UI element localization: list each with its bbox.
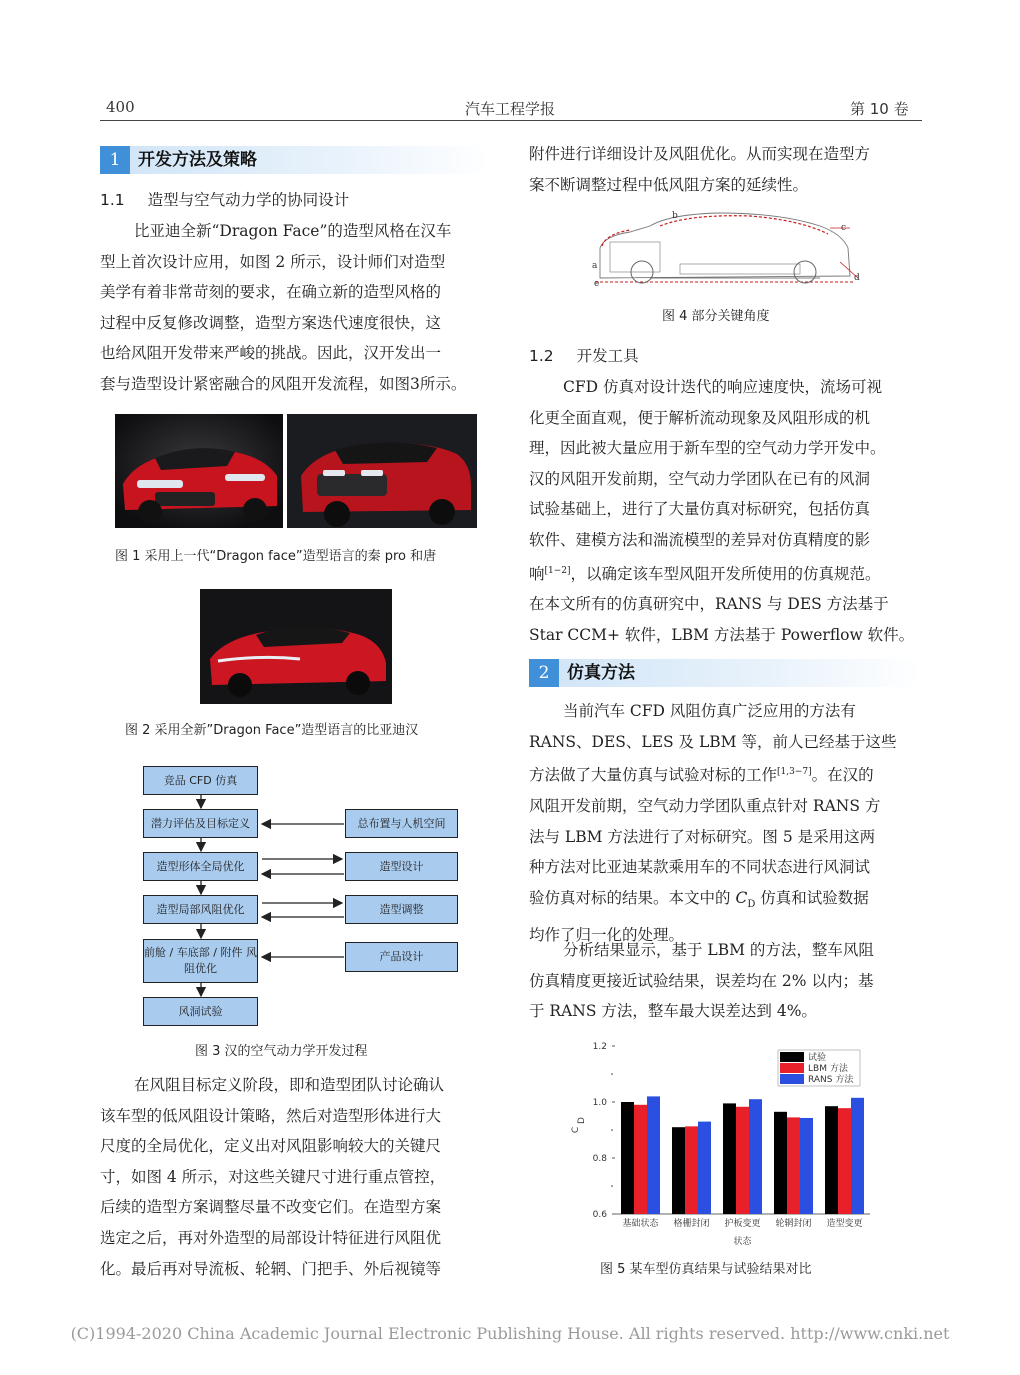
bar-RANS 方法 xyxy=(698,1122,711,1214)
paragraph-5 xyxy=(529,696,921,951)
y-axis-label: C xyxy=(571,1126,581,1134)
flow-box-product-design: 产品设计 xyxy=(345,942,458,972)
text-fragment: 方法做了大量仿真与试验对标的工作 xyxy=(529,766,778,785)
bar-试验 xyxy=(621,1102,634,1214)
subsection-title: 造型与空气动力学的协同设计 xyxy=(147,191,350,209)
section-2-heading xyxy=(529,659,921,687)
text-line: 过程中反复修改调整，造型方案迭代速度很快，这 xyxy=(100,313,442,332)
text-line: 均作了归一化的处理。 xyxy=(529,926,685,945)
section-title: 开发方法及策略 xyxy=(138,150,257,170)
subsection-number: 1.1 xyxy=(100,191,125,209)
bar-试验 xyxy=(672,1127,685,1214)
paragraph-1 xyxy=(100,216,492,400)
x-tick-label: 护板变更 xyxy=(724,1219,761,1229)
angle-label-b: b xyxy=(672,211,678,221)
text-line: 该车型的低风阻设计策略，然后对造型形体进行大 xyxy=(100,1106,442,1125)
figure-2-caption: 图 2 采用全新”Dragon Face”造型语言的比亚迪汉 xyxy=(125,723,419,738)
x-tick-label: 造型变更 xyxy=(826,1219,863,1229)
flow-box-packaging: 总布置与人机空间 xyxy=(345,809,458,838)
car-profile-diagram xyxy=(590,208,865,296)
x-tick-label: 轮辋封闭 xyxy=(775,1219,812,1229)
text-line: 案不断调整过程中低风阻方案的延续性。 xyxy=(529,175,809,194)
text-line: 套与造型设计紧密融合的风阻开发流程，如图3所示。 xyxy=(100,374,467,393)
section-title: 仿真方法 xyxy=(567,663,635,683)
text-line: 当前汽车 CFD 风阻仿真广泛应用的方法有 xyxy=(563,702,856,720)
y-axis-label-subscript: D xyxy=(577,1117,587,1124)
figure-5-caption: 图 5 某车型仿真结果与试验结果对比 xyxy=(600,1262,812,1277)
bar-RANS 方法 xyxy=(647,1096,660,1214)
car-photo-tang xyxy=(287,414,477,528)
text-line: 附件进行详细设计及风阻优化。从而实现在造型方 xyxy=(529,145,871,163)
symbol-subscript: D xyxy=(747,898,756,910)
text-line: RANS、DES、LES 及 LBM 等，前人已经基于这些 xyxy=(529,732,897,751)
legend-swatch xyxy=(780,1063,804,1073)
flow-box-wind-tunnel: 风洞试验 xyxy=(143,997,258,1026)
text-line: 比亚迪全新“Dragon Face”的造型风格在汉车 xyxy=(134,222,452,240)
angle-label-a: a xyxy=(592,261,598,271)
subsection-1-2 xyxy=(529,344,639,366)
text-line: 尺度的全局优化，定义出对风阻影响较大的关键尺 xyxy=(100,1137,442,1156)
legend-swatch xyxy=(780,1074,804,1084)
flow-box-competitor-cfd: 竞品 CFD 仿真 xyxy=(143,766,258,795)
x-axis-label: 状态 xyxy=(733,1237,752,1247)
text-line xyxy=(529,757,921,791)
text-line: 试验基础上，进行了大量仿真对标研究，包括仿真 xyxy=(529,500,871,519)
journal-title: 汽车工程学报 xyxy=(464,100,555,118)
text-line: 汉的风阻开发前期，空气动力学团队在已有的风洞 xyxy=(529,469,871,488)
bar-RANS 方法 xyxy=(800,1118,813,1214)
text-line: 于 RANS 方法，整车最大误差达到 4%。 xyxy=(529,1002,817,1021)
section-1-heading xyxy=(100,146,490,174)
figure-3-caption: 图 3 汉的空气动力学开发过程 xyxy=(195,1044,368,1059)
text-line: 化更全面直观，便于解析流动现象及风阻形成的机 xyxy=(529,408,871,427)
bar-试验 xyxy=(723,1103,736,1214)
bar-LBM 方法 xyxy=(787,1117,800,1214)
text-line: 风阻开发前期，空气动力学团队重点针对 RANS 方 xyxy=(529,796,881,815)
angle-label-e: e xyxy=(594,279,600,289)
paragraph-3 xyxy=(529,139,921,200)
flow-box-local-optimization: 造型局部风阻优化 xyxy=(143,895,258,924)
text-line: 软件、建模方法和湍流模型的差异对仿真精度的影 xyxy=(529,530,871,549)
y-tick-label: 1.0 xyxy=(592,1098,607,1108)
bar-RANS 方法 xyxy=(749,1099,762,1214)
volume-label: 第 10 卷 xyxy=(850,100,909,118)
subsection-title: 开发工具 xyxy=(576,347,639,365)
figure-4-caption: 图 4 部分关键角度 xyxy=(662,309,770,324)
text-line: Star CCM+ 软件，LBM 方法基于 Powerflow 软件。 xyxy=(529,625,915,644)
text-line: 分析结果显示，基于 LBM 的方法，整车风阻 xyxy=(563,941,874,959)
y-minor-tick xyxy=(611,1185,613,1187)
bar-LBM 方法 xyxy=(838,1108,851,1214)
flow-box-styling-design: 造型设计 xyxy=(345,852,458,881)
legend-label: 试验 xyxy=(808,1053,827,1063)
text-line: 选定之后，再对外造型的局部设计特征进行风阻优 xyxy=(100,1228,442,1247)
text-fragment: 仿真和试验数据 xyxy=(755,888,869,907)
text-line: 仿真精度更接近试验结果，误差均在 2% 以内；基 xyxy=(529,971,874,990)
citation: [1−2] xyxy=(544,565,571,576)
bar-RANS 方法 xyxy=(851,1098,864,1214)
bar-LBM 方法 xyxy=(736,1107,749,1214)
subsection-1-1 xyxy=(100,188,349,210)
y-minor-tick xyxy=(611,1073,613,1075)
section-number: 1 xyxy=(100,146,130,174)
text-line: 种方法对比亚迪某款乘用车的不同状态进行风洞试 xyxy=(529,858,871,877)
text-fragment: 。在汉的 xyxy=(811,766,874,785)
section-number: 2 xyxy=(529,659,559,687)
car-photo-qin-pro xyxy=(115,414,283,528)
figure-1-caption: 图 1 采用上一代“Dragon face”造型语言的秦 pro 和唐 xyxy=(115,549,437,564)
header-rule xyxy=(100,120,922,121)
legend-swatch xyxy=(780,1052,804,1062)
y-tick-label: 1.2 xyxy=(592,1042,607,1052)
text-line: 后续的造型方案调整尽量不改变它们。在造型方案 xyxy=(100,1198,442,1217)
bar-LBM 方法 xyxy=(634,1105,647,1214)
flow-box-styling-adjustment: 造型调整 xyxy=(345,895,458,924)
bar-试验 xyxy=(825,1106,838,1214)
bar-试验 xyxy=(774,1112,787,1214)
text-line: 型上首次设计应用，如图 2 所示，设计师们对造型 xyxy=(100,252,446,271)
text-line: 在本文所有的仿真研究中，RANS 与 DES 方法基于 xyxy=(529,595,889,614)
flow-box-underbody-optimization: 前舱 / 车底部 / 附件 风阻优化 xyxy=(143,939,258,983)
text-line: 化。最后再对导流板、轮辋、门把手、外后视镜等 xyxy=(100,1259,442,1278)
text-line: 法与 LBM 方法进行了对标研究。图 5 是采用这两 xyxy=(529,827,876,846)
copyright-footer: (C)1994-2020 China Academic Journal Electronic Publishing House. All rights reserved. http://www.cnki.net xyxy=(70,1324,950,1343)
text-line: 寸，如图 4 所示，对这些关键尺寸进行重点管控， xyxy=(100,1167,446,1186)
text-line: CFD 仿真对设计迭代的响应速度快，流场可视 xyxy=(563,378,882,396)
paragraph-2 xyxy=(100,1070,492,1284)
x-tick-label: 基础状态 xyxy=(622,1219,659,1229)
paragraph-6 xyxy=(529,935,921,1027)
x-tick-label: 格栅封闭 xyxy=(673,1219,710,1229)
car-photo-han xyxy=(200,589,392,704)
text-fragment: 验仿真对标的结果。本文中的 xyxy=(529,888,736,907)
symbol-cd: C xyxy=(735,888,748,907)
text-line: 理，因此被大量应用于新车型的空气动力学开发中。 xyxy=(529,439,886,458)
text-line: 在风阻目标定义阶段，即和造型团队讨论确认 xyxy=(134,1076,445,1094)
y-tick-label: 0.6 xyxy=(592,1210,607,1220)
subsection-number: 1.2 xyxy=(529,347,554,365)
y-tick-label: 0.8 xyxy=(592,1154,607,1164)
text-line xyxy=(529,883,921,921)
flow-box-target-definition: 潜力评估及目标定义 xyxy=(143,809,258,838)
bar-chart-cd-comparison xyxy=(560,1038,880,1252)
y-minor-tick xyxy=(611,1129,613,1131)
flow-box-global-optimization: 造型形体全局优化 xyxy=(143,852,258,881)
legend-label: LBM 方法 xyxy=(808,1064,848,1074)
bar-LBM 方法 xyxy=(685,1126,698,1214)
page-number: 400 xyxy=(106,98,135,116)
citation: [1,3−7] xyxy=(777,767,812,778)
legend-label: RANS 方法 xyxy=(808,1075,854,1085)
paragraph-4 xyxy=(529,372,921,651)
text-fragment: ，以确定该车型风阻开发所使用的仿真规范。 xyxy=(570,564,881,583)
text-line xyxy=(529,556,921,590)
text-line: 也给风阻开发带来严峻的挑战。因此，汉开发出一 xyxy=(100,344,442,363)
text-fragment: 响 xyxy=(529,564,545,583)
angle-label-d: d xyxy=(854,273,860,283)
angle-label-c: c xyxy=(841,223,847,233)
text-line: 美学有着非常苛刻的要求，在确立新的造型风格的 xyxy=(100,283,442,302)
